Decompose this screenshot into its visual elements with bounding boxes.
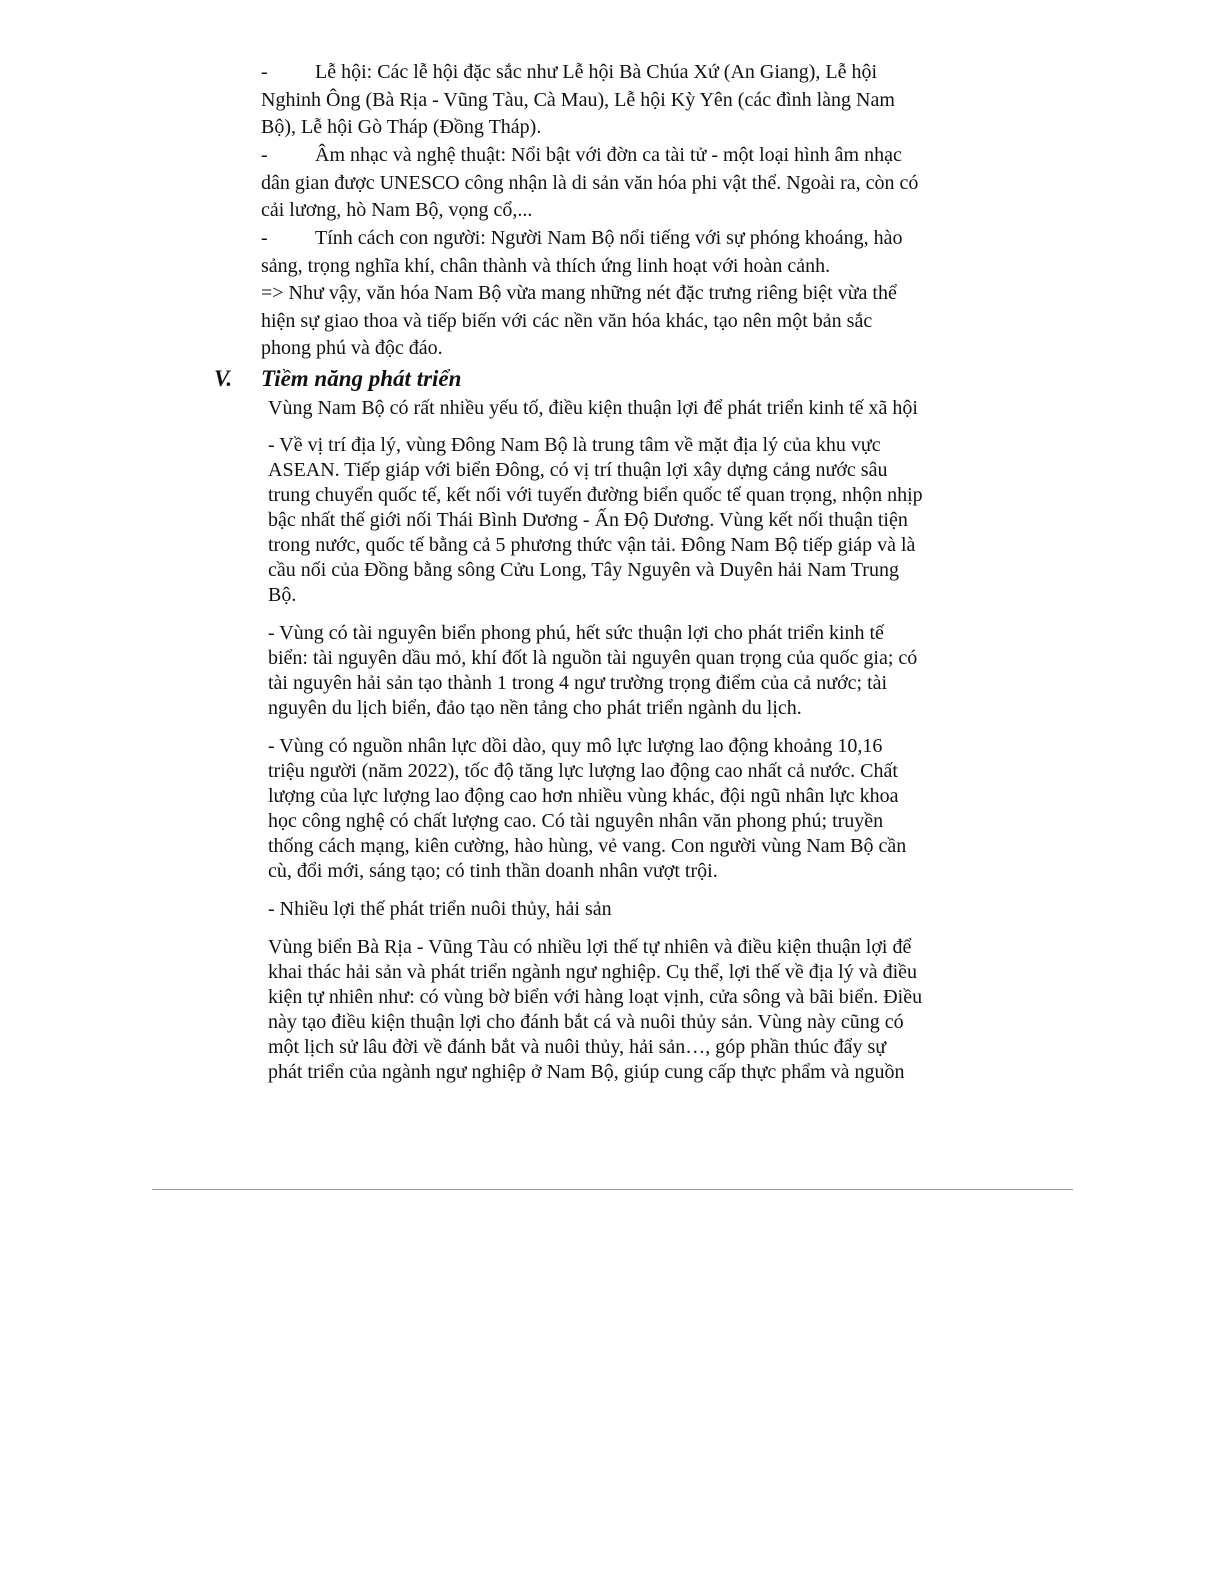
paragraph-line: trung chuyển quốc tế, kết nối với tuyến đường biển quốc tế quan trọng, nhộn nhịp bbox=[268, 484, 923, 506]
paragraph-line: lượng của lực lượng lao động cao hơn nhiều vùng khác, đội ngũ nhân lực khoa bbox=[268, 785, 899, 807]
paragraph-line: ASEAN. Tiếp giáp với biển Đông, có vị trí thuận lợi xây dựng cảng nước sâu bbox=[268, 459, 888, 481]
paragraph-line: khai thác hải sản và phát triển ngành ngư nghiệp. Cụ thể, lợi thế về địa lý và điều bbox=[268, 961, 918, 983]
paragraph-line: Vùng biển Bà Rịa - Vũng Tàu có nhiều lợi thế tự nhiên và điều kiện thuận lợi để bbox=[268, 936, 912, 958]
paragraph-line: một lịch sử lâu đời về đánh bắt và nuôi thủy, hải sản…, góp phần thúc đẩy sự bbox=[268, 1036, 887, 1058]
paragraph-line: nguyên du lịch biển, đảo tạo nền tảng cho phát triển ngành du lịch. bbox=[268, 697, 802, 719]
bullet-line: sảng, trọng nghĩa khí, chân thành và thích ứng linh hoạt với hoàn cảnh. bbox=[261, 255, 831, 277]
conclusion-line: phong phú và độc đáo. bbox=[261, 337, 443, 359]
paragraph-line: triệu người (năm 2022), tốc độ tăng lực lượng lao động cao nhất cả nước. Chất bbox=[268, 760, 898, 782]
paragraph-line: này tạo điều kiện thuận lợi cho đánh bắt cá và nuôi thủy sản. Vùng này cũng có bbox=[268, 1011, 904, 1033]
bullet-line: cải lương, hò Nam Bộ, vọng cổ,... bbox=[261, 199, 533, 221]
paragraph-line: biển: tài nguyên dầu mỏ, khí đốt là nguồn tài nguyên quan trọng của quốc gia; có bbox=[268, 647, 918, 669]
paragraph-line: - Vùng có tài nguyên biển phong phú, hết sức thuận lợi cho phát triển kinh tế bbox=[268, 622, 884, 644]
bullet-dash: - bbox=[261, 144, 268, 166]
bullet-line: dân gian được UNESCO công nhận là di sản văn hóa phi vật thể. Ngoài ra, còn có bbox=[261, 172, 919, 194]
paragraph-line: - Nhiều lợi thế phát triển nuôi thủy, hải sản bbox=[268, 898, 612, 920]
paragraph-line: cầu nối của Đồng bằng sông Cửu Long, Tây Nguyên và Duyên hải Nam Trung bbox=[268, 559, 899, 581]
paragraph-line: thống cách mạng, kiên cường, hào hùng, vẻ vang. Con người vùng Nam Bộ cần bbox=[268, 835, 907, 857]
conclusion-line: => Như vậy, văn hóa Nam Bộ vừa mang những nét đặc trưng riêng biệt vừa thể bbox=[261, 282, 897, 304]
paragraph-line: tài nguyên hải sản tạo thành 1 trong 4 ngư trường trọng điểm của cả nước; tài bbox=[268, 672, 888, 694]
bullet-dash: - bbox=[261, 227, 268, 249]
bullet-dash: - bbox=[261, 61, 268, 83]
section-number: V. bbox=[214, 366, 233, 391]
paragraph-line: phát triển của ngành ngư nghiệp ở Nam Bộ, giúp cung cấp thực phẩm và nguồn bbox=[268, 1061, 905, 1083]
paragraph-line: - Về vị trí địa lý, vùng Đông Nam Bộ là trung tâm về mặt địa lý của khu vực bbox=[268, 434, 881, 456]
bullet-line: Bộ), Lễ hội Gò Tháp (Đồng Tháp). bbox=[261, 116, 542, 138]
paragraph-line: cù, đổi mới, sáng tạo; có tinh thần doanh nhân vượt trội. bbox=[268, 860, 718, 882]
intro-text: Vùng Nam Bộ có rất nhiều yếu tố, điều kiện thuận lợi để phát triển kinh tế xã hội bbox=[268, 397, 918, 419]
bullet-line: Âm nhạc và nghệ thuật: Nổi bật với đờn ca tài tử - một loại hình âm nhạc bbox=[315, 144, 902, 166]
paragraph-line: trong nước, quốc tế bằng cả 5 phương thức vận tải. Đông Nam Bộ tiếp giáp và là bbox=[268, 534, 916, 556]
conclusion-line: hiện sự giao thoa và tiếp biến với các nền văn hóa khác, tạo nên một bản sắc bbox=[261, 310, 873, 332]
bullet-line: Nghinh Ông (Bà Rịa - Vũng Tàu, Cà Mau), Lễ hội Kỳ Yên (các đình làng Nam bbox=[261, 89, 895, 111]
paragraph-line: kiện tự nhiên như: có vùng bờ biển với hàng loạt vịnh, cửa sông và bãi biển. Điều bbox=[268, 986, 923, 1008]
section-title: Tiềm năng phát triển bbox=[261, 366, 462, 391]
paragraph-line: - Vùng có nguồn nhân lực dồi dào, quy mô lực lượng lao động khoảng 10,16 bbox=[268, 735, 883, 757]
paragraph-line: bậc nhất thế giới nối Thái Bình Dương - Ấn Độ Dương. Vùng kết nối thuận tiện bbox=[268, 509, 908, 531]
paragraph-line: Bộ. bbox=[268, 584, 297, 606]
bullet-line: Lễ hội: Các lễ hội đặc sắc như Lễ hội Bà Chúa Xứ (An Giang), Lễ hội bbox=[315, 61, 878, 83]
page-footer-divider bbox=[152, 1189, 1073, 1190]
paragraph-line: học công nghệ có chất lượng cao. Có tài nguyên nhân văn phong phú; truyền bbox=[268, 810, 884, 832]
bullet-line: Tính cách con người: Người Nam Bộ nổi tiếng với sự phóng khoáng, hào bbox=[315, 227, 903, 249]
